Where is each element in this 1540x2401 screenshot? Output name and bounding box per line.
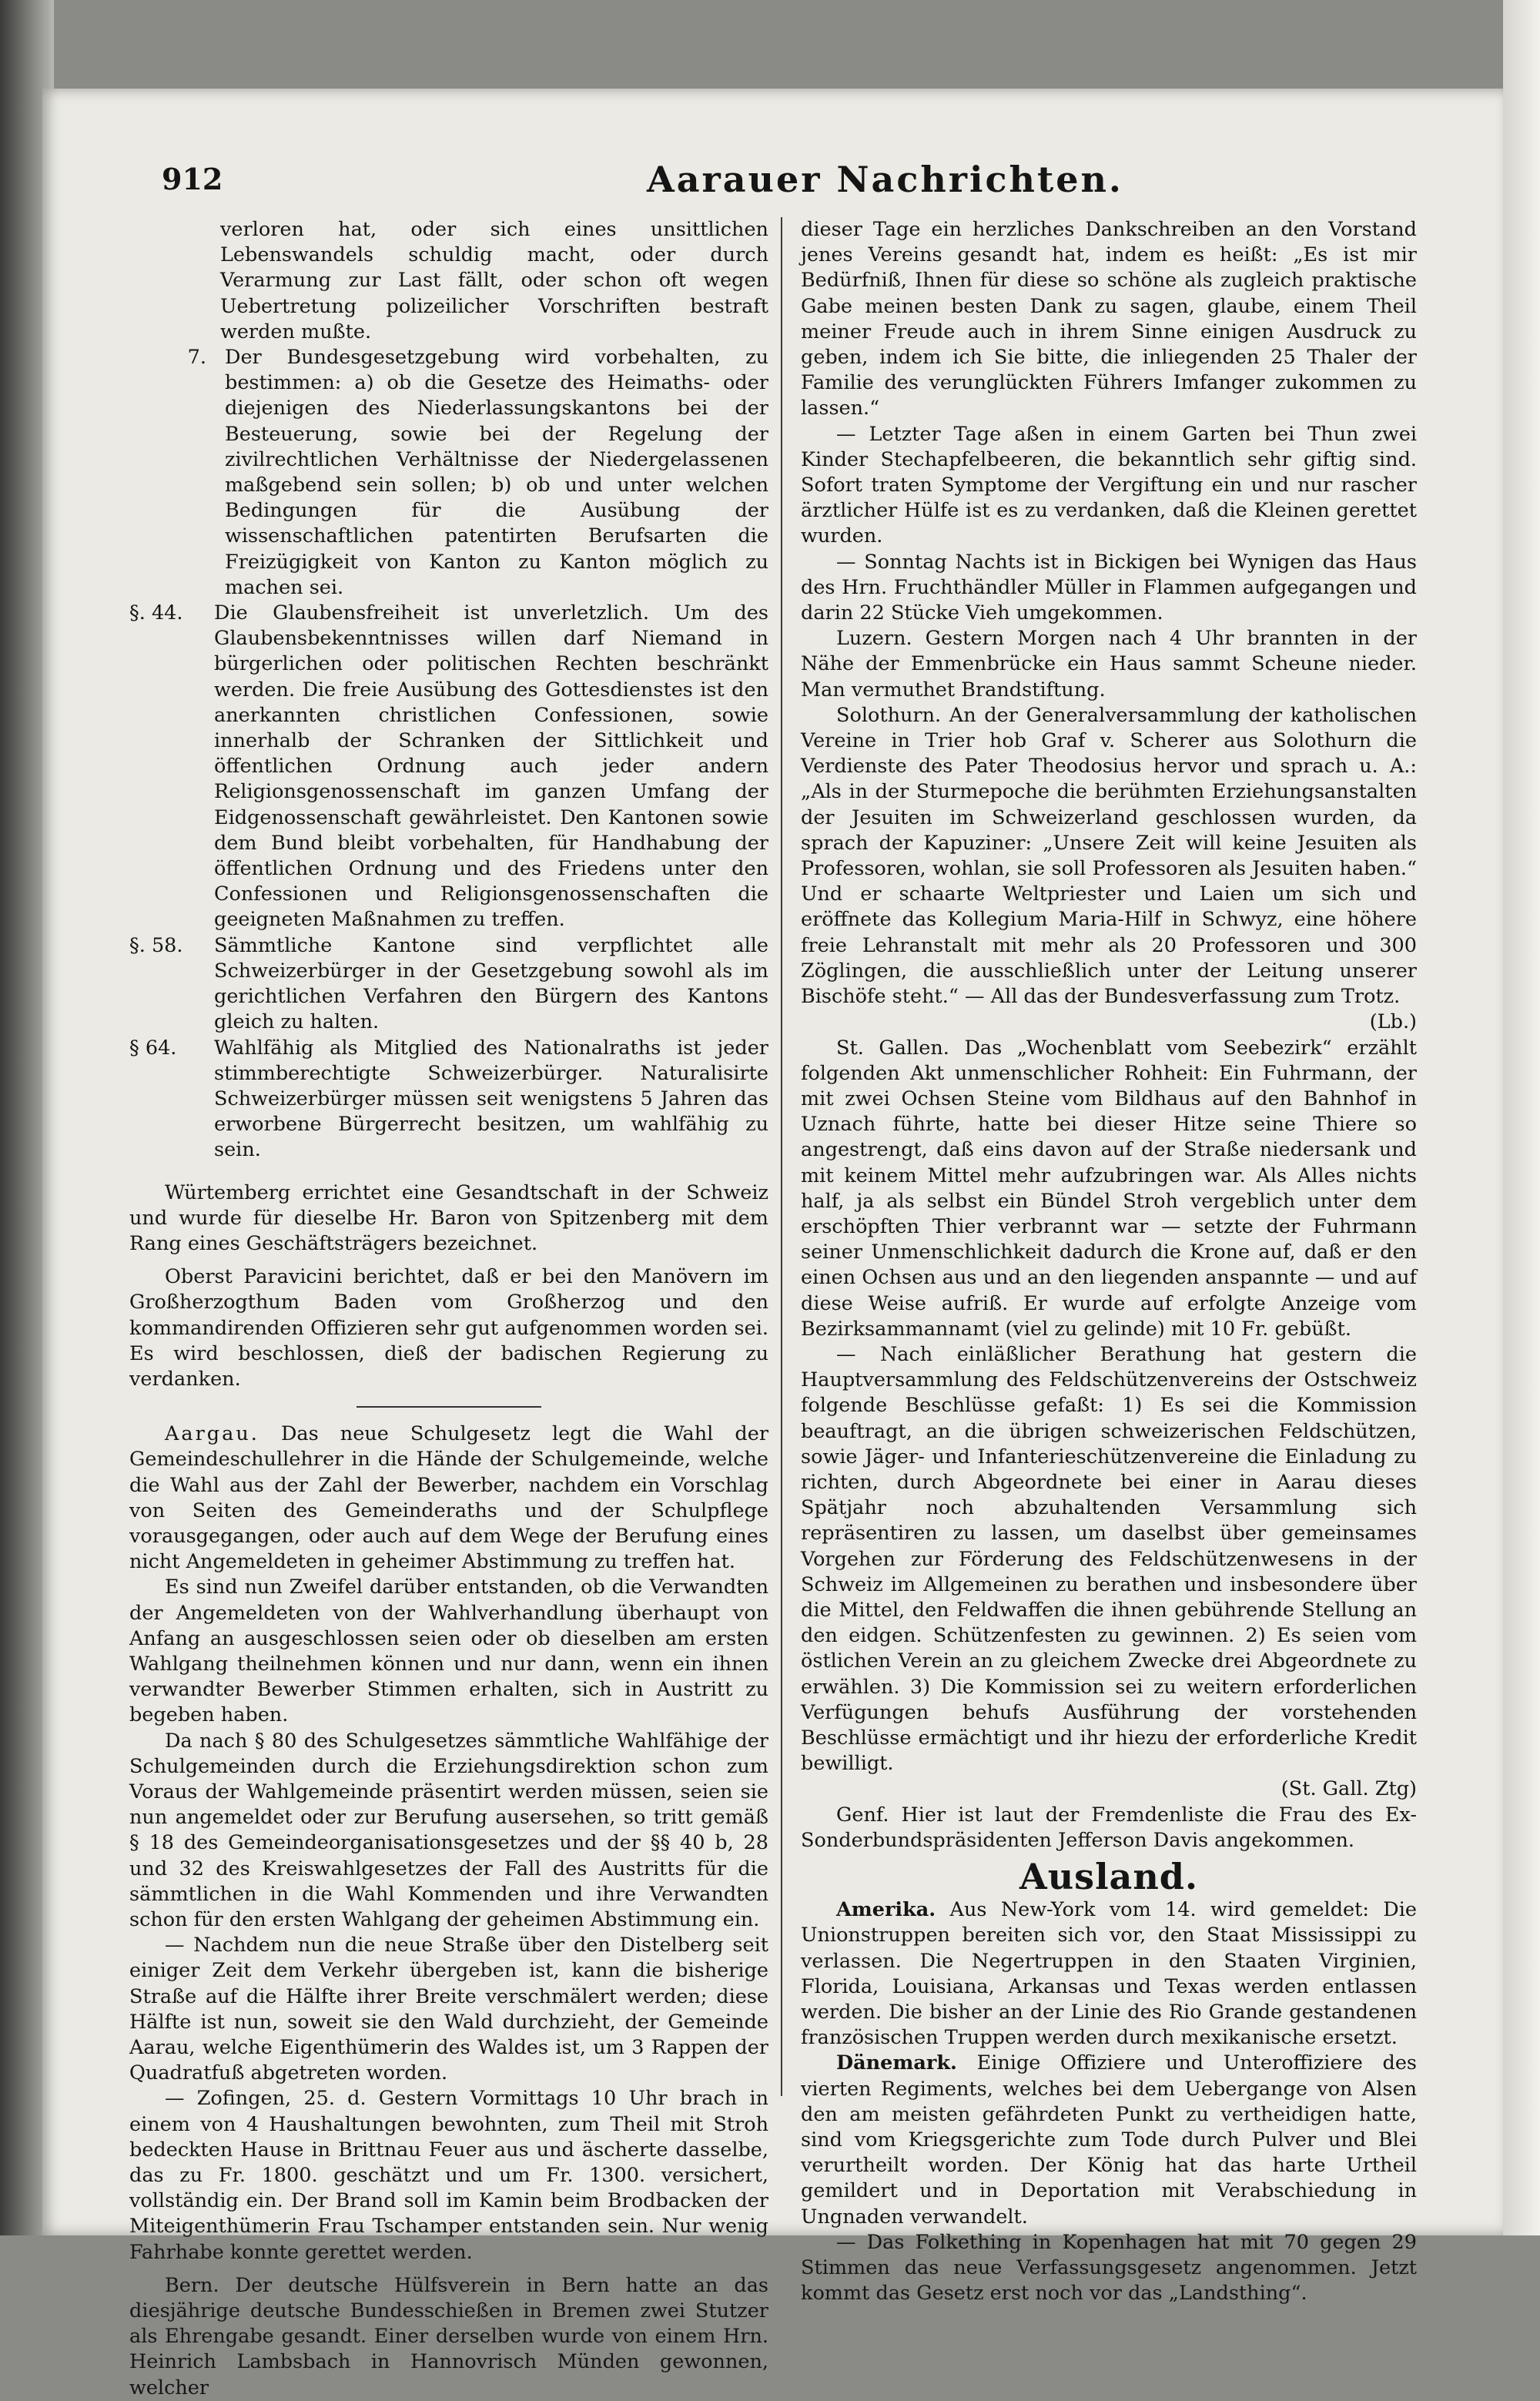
constitution-article-64 xyxy=(129,1036,768,1164)
news-aargau xyxy=(129,1422,768,1575)
source-credit: (Lb.) xyxy=(1369,1010,1417,1034)
news-paravicini: Oberst Paravicini berichtet, daß er bei den Manövern im Großherzogthum Baden vom Großherzog und den kommandirenden Offizieren sehr gut aufgenommen worden sei. Es wird beschlossen, dieß der badischen Regierung zu verdanken. xyxy=(129,1265,768,1391)
news-st-gallen: St. Gallen. Das „Wochenblatt vom Seebezirk“ erzählt folgenden Akt unmenschlicher Rohheit: Ein Fuhrmann, der mit zwei Ochsen Steine vom Bildhaus auf den Bahnhof in Uznach führte, hatte bei dieser Hitze seine Thiere so angestrengt, daß eins davon auf der Straße niedersank und mit keinem Mittel mehr aufzubringen war. Als Alles nichts half, ja als selbst ein Bündel Stroh vergeblich unter dem erschöpften Thier verbrannt war — setzte der Fuhrmann seiner Unmenschlichkeit dadurch die Krone auf, daß er den einen Ochsen aus und an den liegenden anspannte — und auf diese Weise aufriß. Er wurde auf erfolgte Anzeige vom Bezirksammannamt (viel zu gelinde) mit 10 Fr. gebüßt. xyxy=(801,1036,1417,1341)
news-bickigen: — Sonntag Nachts ist in Bickigen bei Wynigen das Haus des Hrn. Fruchthändler Müller in Flammen aufgegangen und darin 22 Stücke Vieh umgekommen. xyxy=(801,550,1417,625)
news-aargau-3: Da nach § 80 des Schulgesetzes sämmtliche Wahlfähige der Schulgemeinden durch die Erziehungsdirektion schon zum Voraus der Wahlgemeinde präsentirt werden müssen, seien sie nun angemeldet oder zur Berufung ausersehen, so tritt gemäß § 18 des Gemeindeorganisationsgesetzes und der §§ 40 b, 28 und 32 des Kreiswahlgesetzes der Fall des Austritts für die sämmtlichen in die Wahl Kommenden und ihre Verwandten schon für den ersten Wahlgang der geheimen Abstimmung ein. xyxy=(129,1729,768,1931)
article-number: §. 44. xyxy=(129,601,183,625)
page-number: 912 xyxy=(162,162,223,196)
section-rule xyxy=(357,1406,541,1408)
news-thun: — Letzter Tage aßen in einem Garten bei Thun zwei Kinder Stechapfelbeeren, die bekanntlich sehr giftig sind. Sofort traten Symptome der Vergiftung ein und nur rascher ärztlicher Hülfe ist es zu verdanken, daß die Kleinen gerettet wurden. xyxy=(801,422,1417,548)
country-name: Amerika. xyxy=(836,1898,936,1922)
news-aargau-2: Es sind nun Zweifel darüber entstanden, ob die Verwandten der Angemeldeten von der Wahlverhandlung überhaupt von Anfang an ausgeschlossen seien oder ob dieselben am ersten Wahlgang theilnehmen können und nur dann, wenn ein ihnen verwandter Bewerber Stimmen erhalten, sich in Austritt zu begeben haben. xyxy=(129,1576,768,1727)
news-aargau-text: Das neue Schulgesetz legt die Wahl der Gemeindeschullehrer in die Hände der Schulgemeinde, welche die Wahl aus der Zahl der Bewerber, nachdem ein Vorschlag von Seiten des Gemeinderaths und der Schulpflege vorausgegangen, oder auch auf dem Wege der Berufung eines nicht Angemeldeten in geheimer Abstimmung zu treffen hat. xyxy=(129,1422,769,1574)
left-column xyxy=(129,217,769,2399)
masthead: Aarauer Nachrichten. xyxy=(647,159,1123,200)
section-heading-ausland: Ausland. xyxy=(1019,1856,1198,1897)
column-divider xyxy=(781,217,782,2096)
article-number: §. 58. xyxy=(129,933,183,957)
news-wuertemberg: Würtemberg errichtet eine Gesandtschaft in der Schweiz und wurde für dieselbe Hr. Baron von Spitzenberg mit dem Rang eines Geschäftsträgers bezeichnet. xyxy=(129,1180,768,1255)
news-amerika-text: Aus New-York vom 14. wird gemeldet: Die Unionstruppen bereiten sich vor, den Staat Mississippi zu verlassen. Die Negertruppen in den Staaten Virginien, Florida, Louisiana, Arkansas und Texas werden entlassen werden. Die bisher an der Linie des Rio Grande gestandenen französischen Truppen werden durch mexikanische ersetzt. xyxy=(801,1898,1417,2050)
news-daenemark-text: Einige Offiziere und Unteroffiziere des vierten Regiments, welches bei dem Uebergange von Alsen den am meisten gefährdeten Punkt zu vertheidigen hatte, sind vom Kriegsgerichte zum Tode durch Pulver und Blei verurtheilt worden. Der König hat das harte Urtheil gemildert und in Deportation mit Verabschiedung in Ungnaden verwandelt. xyxy=(801,2051,1417,2229)
country-name: Dänemark. xyxy=(836,2051,957,2075)
running-head xyxy=(162,159,1432,216)
news-daenemark xyxy=(801,2051,1417,2229)
constitution-article-58 xyxy=(129,933,768,1036)
right-column xyxy=(801,217,1417,2306)
news-amerika xyxy=(801,1897,1417,2051)
article-number: § 64. xyxy=(129,1036,177,1060)
news-solothurn: Solothurn. An der Generalversammlung der katholischen Vereine in Trier hob Graf v. Scherer aus Solothurn die Verdienste des Pater Theodosius hervor und sprach u. A.: „Als in der Sturmepoche die berühmten Erziehungsanstalten der Jesuiten im Schweizerland geschlossen wurden, da sprach der Kapuziner: „Unsere Zeit will keine Jesuiten als Professoren, wohlan, sie soll Professoren als Jesuiten haben.“ Und er schaarte Weltpriester und Laien um sich und eröffnete das Kollegium Maria-Hilf in Schwyz, eine höhere freie Lehranstalt mit mehr als 20 Professoren und 300 Zöglingen, die ausschließlich unter der Leitung unserer Bischöfe steht.“ — All das der Bundesverfassung zum Trotz. xyxy=(801,703,1417,1009)
news-zofingen: — Zofingen, 25. d. Gestern Vormittags 10 Uhr brach in einem von 4 Haushaltungen bewohnten, zum Theil mit Stroh bedeckten Hause in Brittnau Feuer aus und äscherte dasselbe, das zu Fr. 1800. geschätzt und um Fr. 1300. versichert, vollständig ein. Der Brand soll im Kamin beim Brodbacken der Miteigenthümerin Frau Tschamper entstanden sein. Nur wenig Fahrhabe konnte gerettet werden. xyxy=(129,2087,768,2264)
article-text: Der Bundesgesetzgebung wird vorbehalten, zu bestimmen: a) ob die Gesetze des Heimaths- oder diejenigen des Niederlassungskantons bei der Besteuerung, sowie bei der Regelung der zivilrechtlichen Verhältnisse der Niedergelassenen maßgebend sein sollen; b) ob und unter welchen Bedingungen für die Ausübung der wissenschaftlichen patentirten Berufsarten die Freizügigkeit von Kanton zu Kanton möglich zu machen sei. xyxy=(225,346,768,599)
article-number: 7. xyxy=(187,346,206,370)
place-name: Aargau. xyxy=(165,1422,259,1446)
news-distelberg: — Nachdem nun die neue Straße über den Distelberg seit einiger Zeit dem Verkehr übergeben ist, kann die bisherige Straße auf die Hälfte ihrer Breite verschmälert werden; diese Hälfte ist nun, soweit sie den Wald durchzieht, der Gemeinde Aarau, welche Eigenthümerin des Waldes ist, um 3 Rappen der Quadratfuß abgetreten worden. xyxy=(129,1934,768,2085)
article-text: Wahlfähig als Mitglied des Nationalraths ist jeder stimmberechtigte Schweizerbürger. Naturalisirte Schweizerbürger müssen seit wenigstens 5 Jahren das erworbene Bürgerrecht besitzen, um wahlfähig zu sein. xyxy=(214,1036,768,1162)
article-continuation: dieser Tage ein herzliches Dankschreiben an den Vorstand jenes Vereins gesandt hat, indem es heißt: „Es ist mir Bedürfniß, Ihnen für diese so schöne als zugleich praktische Gabe meinen besten Dank zu sagen, glaube, einem Theil meiner Freude auch in ihrem Sinne einigen Ausdruck zu geben, indem ich Sie bitte, die inliegenden 25 Thaler der Familie des verunglückten Führers Imfanger zukommen zu lassen.“ xyxy=(801,218,1417,420)
news-feldschuetzen: — Nach einläßlicher Berathung hat gestern die Hauptversammlung des Feldschützenvereins der Ostschweiz folgende Beschlüsse gefaßt: 1) Es sei die Kommission beauftragt, an die übrigen schweizerischen Feldschützen, sowie Jäger- und Infanterieschützenvereine die Einladung zu richten, durch Abgeordnete bei einer in Aarau dieses Spätjahr noch abzuhaltenden Versammlung sich repräsentiren zu lassen, um daselbst über gemeinsames Vorgehen zur Förderung des Feldschützenwesens in der Schweiz im Allgemeinen zu berathen und insbesondere über die Mittel, den Feldwaffen die ihnen gebührende Stellung an den eidgen. Schützenfesten zu gewinnen. 2) Es seien vom östlichen Verein an zu gleichem Zwecke drei Abgeordnete zu erwählen. 3) Die Kommission sei zu weitern erforderlichen Verfügungen behufs Ausführung der vorstehenden Beschlüsse ermächtigt und ihr hiezu der erforderliche Kredit bewilligt. xyxy=(801,1342,1417,1776)
news-bern: Bern. Der deutsche Hülfsverein in Bern hatte an das diesjährige deutsche Bundesschießen in Bremen zwei Stutzer als Ehrengabe gesandt. Einer derselben wurde von einem Hrn. Heinrich Lambsbach in Hannovrisch Münden gewonnen, welcher xyxy=(129,2273,768,2399)
scan-right-margin xyxy=(1503,0,1540,2235)
news-folkething: — Das Folkething in Kopenhagen hat mit 70 gegen 29 Stimmen das neue Verfassungsgesetz angenommen. Jetzt kommt das Gesetz erst noch vor das „Landsthing“. xyxy=(801,2230,1417,2306)
article-continuation: verloren hat, oder sich eines unsittlichen Lebenswandels schuldig macht, oder durch Verarmung zur Last fällt, oder schon oft wegen Uebertretung polizeilicher Vorschriften bestraft werden mußte. xyxy=(220,218,768,343)
constitution-article-44 xyxy=(129,601,768,933)
news-genf: Genf. Hier ist laut der Fremdenliste die Frau des Ex-Sonderbundspräsidenten Jefferson Davis angekommen. xyxy=(801,1803,1417,1852)
article-text: Sämmtliche Kantone sind verpflichtet alle Schweizerbürger in der Gesetzgebung sowohl als im gerichtlichen Verfahren den Bürgern des Kantons gleich zu halten. xyxy=(214,933,768,1034)
constitution-article-7 xyxy=(129,345,768,601)
source-credit: (St. Gall. Ztg) xyxy=(1281,1777,1417,1801)
news-luzern: Luzern. Gestern Morgen nach 4 Uhr brannten in der Nähe der Emmenbrücke ein Haus sammt Scheune nieder. Man vermuthet Brandstiftung. xyxy=(801,627,1417,702)
article-text: Die Glaubensfreiheit ist unverletzlich. Um des Glaubensbekenntnisses willen darf Niemand in bürgerlichen oder politischen Rechten beschränkt werden. Die freie Ausübung des Gottesdienstes ist den anerkannten christlichen Confessionen, sowie innerhalb der Schranken der Sittlichkeit und öffentlichen Ordnung auch jeder andern Religionsgenossenschaft im ganzen Umfang der Eidgenossenschaft gewährleistet. Den Kantonen sowie dem Bund bleibt vorbehalten, für Handhabung der öffentlichen Ordnung und des Friedens unter den Confessionen und Religionsgenossenschaften die geeigneten Maßnahmen zu treffen. xyxy=(214,601,768,932)
